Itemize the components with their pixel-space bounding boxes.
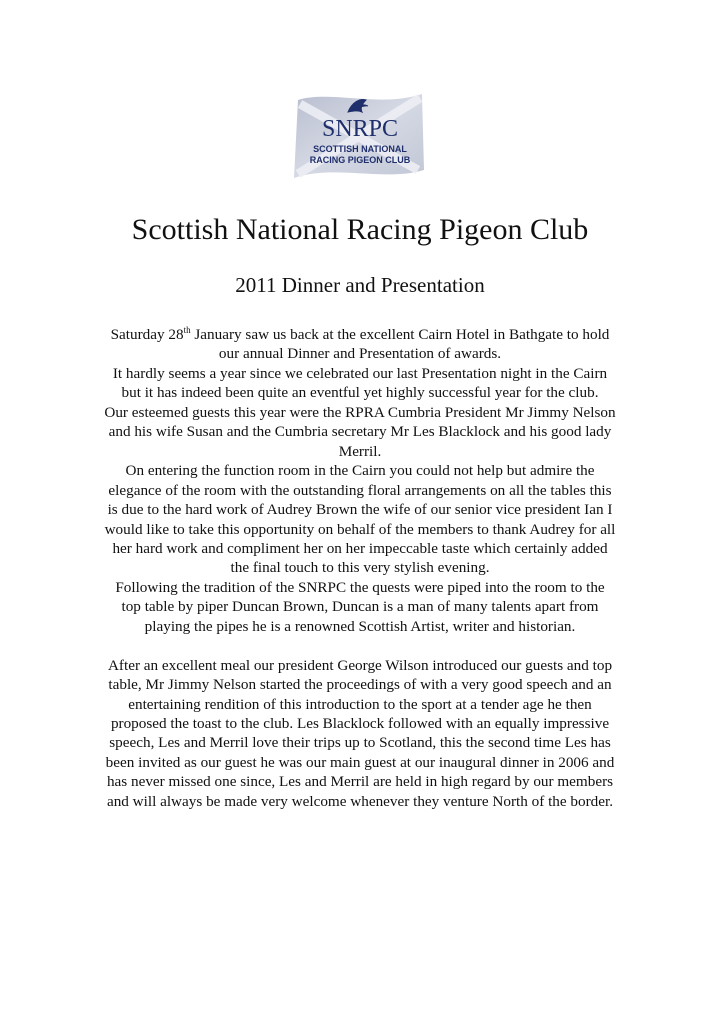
page-subtitle: 2011 Dinner and Presentation: [235, 273, 485, 297]
paragraph-6: After an excellent meal our president George Wilson introduced our guests and top table, Mr Jimmy Nelson started the proceedings of with a very good speech and an entertaining rendition of this introduction to the sport at a tender age he then proposed the toast to the club. Les Blacklock followed with an equally impressive speech, Les and Merril love their trips up to Scotland, this the second time Les has been invited as our guest he was our main guest at our inaugural dinner in 2006 and has never missed one since, Les and Merril are held in high regard by our members and will always be made very welcome whenever they venture North of the border.: [105, 656, 615, 810]
paragraph-5: Following the tradition of the SNRPC the quests were piped into the room to the top table by piper Duncan Brown, Duncan is a man of many talents apart from playing the pipes he is a renowned Scottish Artist, writer and historian.: [115, 578, 605, 635]
logo-line-2: RACING PIGEON CLUB: [309, 155, 411, 165]
logo-line-1: SCOTTISH NATIONAL: [313, 144, 407, 154]
paragraph-4: On entering the function room in the Cairn you could not help but admire the elegance of the room with the outstanding floral arrangements on all the tables this is due to the hard work of Audrey Brown the wife of our senior vice president Ian I would like to take this opportunity on behalf of the members to thank Audrey for all her hard work and compliment her on her impeccable taste which certainly added the final touch to this very stylish evening.: [104, 462, 616, 577]
paragraph-1-rest: January saw us back at the excellent Cairn Hotel in Bathgate to hold our annual Dinner and Presentation of awards.: [190, 326, 610, 363]
saltire-flag-logo: [290, 86, 430, 182]
article-body: [104, 325, 616, 811]
page-title: Scottish National Racing Pigeon Club: [131, 213, 589, 246]
ordinal-suffix: th: [183, 324, 191, 335]
club-logo: [290, 86, 430, 182]
paragraph-1-start: Saturday 28: [110, 326, 184, 343]
paragraph-3: Our esteemed guests this year were the RPRA Cumbria President Mr Jimmy Nelson and his wife Susan and the Cumbria secretary Mr Les Blacklock and his good lady Merril.: [104, 403, 616, 460]
logo-abbrev: SNRPC: [321, 116, 399, 142]
paragraph-1: [104, 325, 616, 364]
paragraph-2: It hardly seems a year since we celebrated our last Presentation night in the Cairn but it has indeed been quite an eventful yet highly successful year for the club.: [112, 364, 608, 402]
